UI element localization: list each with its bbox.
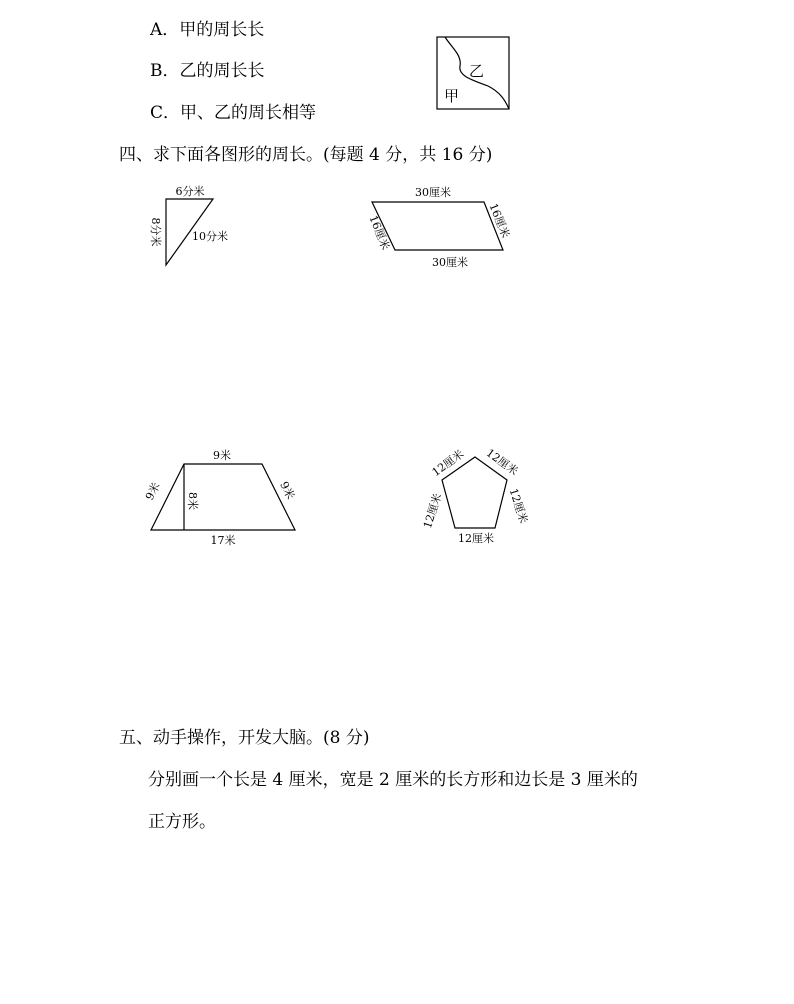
triangle-figure	[149, 184, 228, 265]
pentagon-left-label: 12厘米	[420, 491, 445, 531]
triangle-top-label: 6分米	[175, 185, 205, 198]
label-yi: 乙	[469, 62, 485, 80]
parallelogram-right-label: 16厘米	[486, 201, 513, 240]
section5-line1: 分别画一个长是 4 厘米，宽是 2 厘米的长方形和边长是 3 厘米的	[148, 770, 638, 790]
parallelogram-figure	[366, 185, 512, 269]
label-jia: 甲	[444, 87, 460, 105]
parallelogram-shape	[372, 202, 503, 250]
pentagon-figure	[420, 446, 531, 545]
pentagon-top-right-label: 12厘米	[483, 446, 521, 479]
triangle-left-label: 8分米	[149, 217, 162, 247]
trapezoid-height-label: 8米	[186, 492, 199, 510]
pentagon-right-label: 12厘米	[506, 486, 531, 526]
pentagon-bottom-label: 12厘米	[458, 532, 494, 545]
trapezoid-bottom-label: 17米	[210, 534, 236, 547]
option-b-letter: B．	[150, 61, 180, 81]
parallelogram-top-label: 30厘米	[415, 186, 451, 199]
trapezoid-figure	[142, 448, 298, 547]
option-a-text: 甲的周长长	[179, 20, 265, 40]
trapezoid-left-label: 9米	[143, 480, 163, 503]
section4-heading: 四、求下面各图形的周长。(每题 4 分，共 16 分)	[119, 145, 493, 165]
square-figure	[437, 37, 509, 109]
option-c-text: 甲、乙的周长相等	[180, 103, 317, 123]
parallelogram-left-label: 16厘米	[366, 213, 393, 252]
section5-line2: 正方形。	[148, 812, 216, 832]
parallelogram-bottom-label: 30厘米	[432, 256, 468, 269]
option-a-letter: A．	[150, 20, 180, 40]
pentagon-top-left-label: 12厘米	[429, 447, 467, 480]
option-b-text: 乙的周长长	[179, 61, 265, 81]
trapezoid-right-label: 9米	[277, 479, 297, 502]
triangle-hyp-label: 10分米	[192, 230, 228, 243]
section5-heading: 五、动手操作，开发大脑。(8 分)	[119, 728, 370, 748]
trapezoid-shape	[151, 464, 295, 530]
trapezoid-top-label: 9米	[213, 449, 231, 462]
option-c-letter: C．	[150, 103, 181, 123]
